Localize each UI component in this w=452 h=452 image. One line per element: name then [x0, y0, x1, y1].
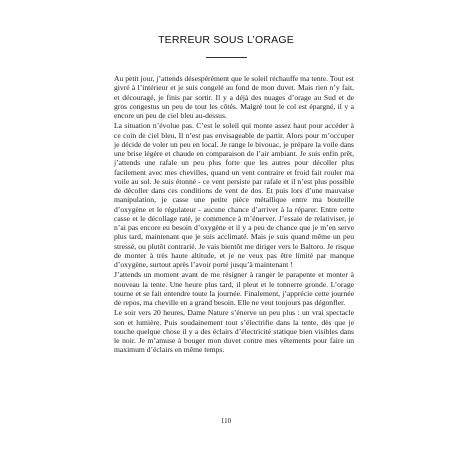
paragraph-2: La situation n’évolue pas. C’est le soleil qui monte assez haut pour accéder à ce coin de ciel bleu, Il n’est pas envisageable de partir. Alors pour m’occuper je décide de voler un peu en local. Je range le bivouac, je prépare la voile dans une brise légère et chaude en comparaison de l’air ambiant. Je suis enfin prêt, j’attends une rafale un peu plus forte que les autres pour décoller plus facilement avec mes chevilles, quand un vent contraire et froid fait rouler ma voile au sol. Je suis étonné - ce vent persiste par rafale et il n’est plus possible de décoller dans ces conditions de vent de dos. Et puis lors d’une mauvaise manipulation, je casse une petite pièce métallique entre ma bouteille d’oxygène et le régulateur - aucune chance d’arriver à la réparer. Entre cette casse et le décollage raté, je commence à m’énerver. J’essaie de relativiser, je n’ai pas encore eu besoin d’oxygène et il y a peu de chance que je m’en serve plus tard, maintenant que je suis acclimaté. Mais je suis quand même un peu stressé, ou plutôt contrarié. Je vais bientôt me diriger vers le Baltoro. Je risque de monter à très haute altitude, et je ne veux pas être limité par manque d’oxygène, surtout après l’avoir porté jusqu’à maintenant ! [114, 121, 354, 269]
paragraph-4: Le soir vers 20 heures, Dame Nature s’énerve un peu plus : un vrai spectacle son et lumière. Puis soudainement tout s’électrifie dans la tente, dès que je touche quelque chose il y a des éclairs d’électricité statique bien visibles dans le noir. Je m’amuse à bouger mon duvet contre mes vêtements pour faire un maximum d’éclairs en même temps. [114, 308, 354, 355]
body-text [114, 74, 354, 355]
page-number: 110 [220, 417, 232, 425]
chapter-title: TERREUR SOUS L’ORAGE [158, 34, 294, 46]
title-divider [206, 57, 247, 58]
paragraph-1: Au petit jour, j’attends désespérément que le soleil réchauffe ma tente. Tout est givré à l’intérieur et je suis congelé au fond de mon duvet. Mais rien n’y fait, et découragé, je finis par sortir. Il y a déjà des nuages d’orage au Sud et de gros congestus un peu de tout les côtés. Malgré tout le col est épargné, il y a encore un peu de ciel bleu au-dessus. [114, 74, 354, 120]
paragraph-3: J’attends un moment avant de me résigner à ranger le parapente et monter à nouveau la tente. Une heure plus tard, il pleut et le tonnerre gronde. L’orage tourne et se fait entendre toute la journée. Finalement, j’apprécie cette journée de repos, ma cheville en a grand besoin. Elle ne veut toujours pas dégonfler. [114, 270, 354, 307]
